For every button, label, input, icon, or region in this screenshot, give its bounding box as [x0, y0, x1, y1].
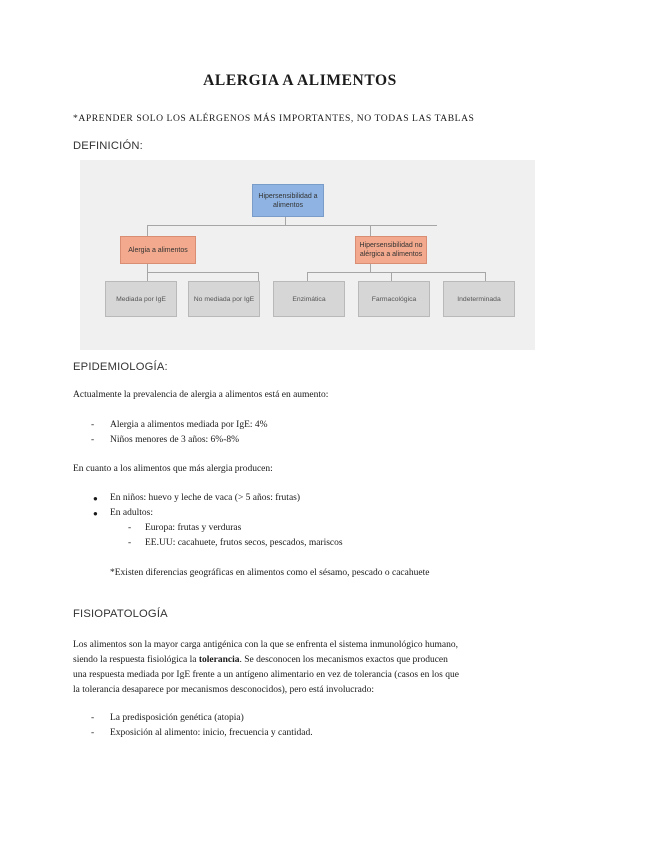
diagram-leaf-indeterminada: Indeterminada — [443, 281, 515, 317]
epidemiology-intro: Actualmente la prevalencia de alergia a alimentos está en aumento: — [73, 390, 329, 400]
list-item: - Exposición al alimento: inicio, frecuencia y cantidad. — [110, 726, 313, 741]
list-item: - Alergia a alimentos mediada por IgE: 4% — [110, 418, 268, 433]
pathophysiology-paragraph: Los alimentos son la mayor carga antigénica con la que se enfrenta el sistema inmunológico humano, siendo la respuesta fisiológica la tolerancia. Se desconocen los mecanismos exactos que producen una respuesta mediada por IgE frente a un antígeno alimentario en vez de tolerancia (casos en los que la tolerancia desaparece por mecanismos desconocidos), pero está involucrado: — [73, 640, 459, 695]
risk-factors-list — [110, 711, 313, 741]
study-note: *APRENDER SOLO LOS ALÉRGENOS MÁS IMPORTANTES, NO TODAS LAS TABLAS — [73, 113, 475, 124]
list-item: - Europa: frutas y verduras — [145, 521, 343, 536]
foods-intro: En cuanto a los alimentos que más alergia producen: — [73, 464, 273, 474]
geographic-note: *Existen diferencias geográficas en alimentos como el sésamo, pescado o cacahuete — [110, 568, 430, 578]
classification-diagram — [80, 160, 535, 350]
diagram-node-alergia: Alergia a alimentos — [120, 236, 196, 264]
section-heading-definicion: DEFINICIÓN: — [73, 140, 143, 152]
adults-sublist — [145, 521, 343, 551]
section-heading-fisiopatologia: FISIOPATOLOGÍA — [73, 608, 168, 620]
diagram-leaf-enzimatica: Enzimática — [273, 281, 345, 317]
keyword-tolerancia: tolerancia — [198, 655, 240, 665]
allergen-list — [110, 491, 300, 521]
diagram-root-node: Hipersensibilidad a alimentos — [252, 184, 324, 217]
page-title: ALERGIA A ALIMENTOS — [203, 72, 397, 89]
list-item: - EE.UU: cacahuete, frutos secos, pescados, mariscos — [145, 536, 343, 551]
diagram-leaf-ige: Mediada por IgE — [105, 281, 177, 317]
list-item-children: ● En niños: huevo y leche de vaca (> 5 años: frutas) — [110, 491, 300, 506]
section-heading-epidemiologia: EPIDEMIOLOGÍA: — [73, 361, 168, 373]
diagram-node-no-alergica: Hipersensibilidad no alérgica a alimentos — [355, 236, 427, 264]
prevalence-list — [110, 418, 268, 448]
list-item: - La predisposición genética (atopia) — [110, 711, 313, 726]
list-item: - Niños menores de 3 años: 6%-8% — [110, 433, 268, 448]
list-item-adults: ● En adultos: — [110, 506, 300, 521]
diagram-leaf-farmacologica: Farmacológica — [358, 281, 430, 317]
diagram-leaf-no-ige: No mediada por IgE — [188, 281, 260, 317]
